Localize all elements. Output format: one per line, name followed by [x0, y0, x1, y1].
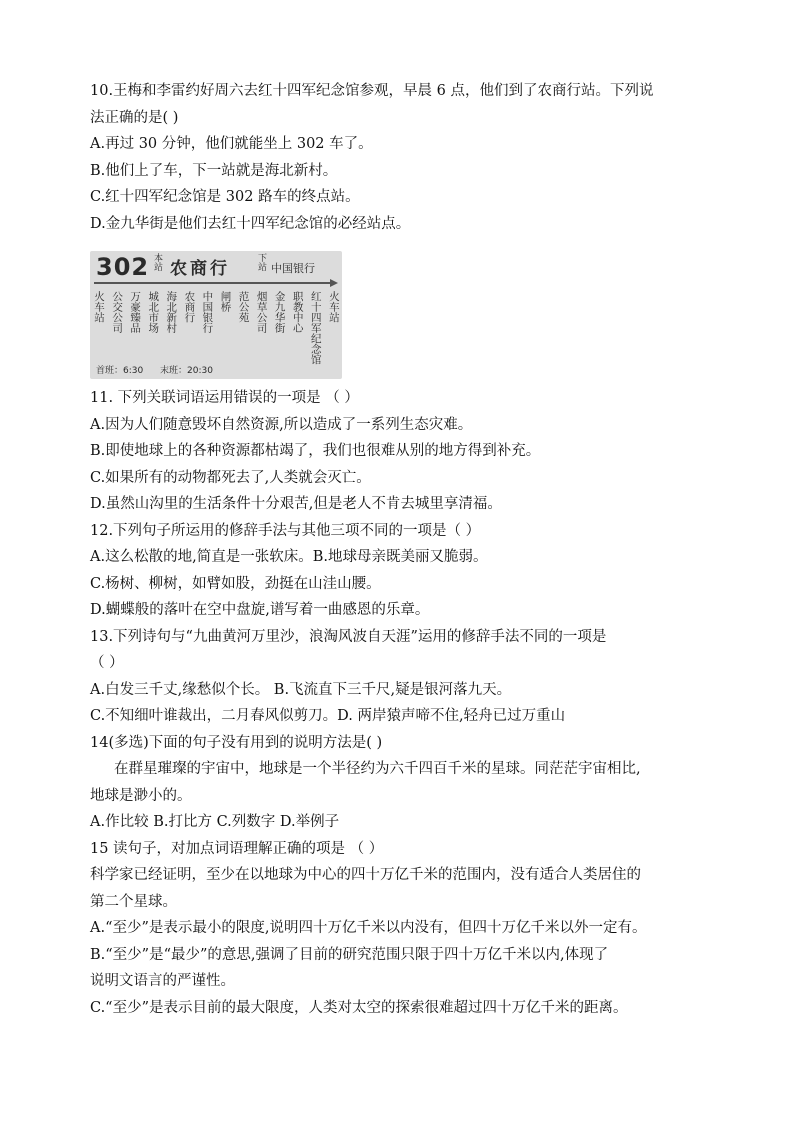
bus-stop-sign-image — [90, 251, 342, 379]
question-10 — [90, 78, 720, 237]
q11-option-a: A.因为人们随意毁坏自然资源,所以造成了一系列生态灾难。 — [90, 416, 473, 433]
bus-stop: 范公苑 — [237, 291, 250, 323]
q10-stem-line2: 法正确的是( ) — [90, 109, 179, 126]
q12-option-d: D.蝴蝶般的落叶在空中盘旋,谱写着一曲感恩的乐章。 — [90, 602, 430, 618]
q15-stem: 15 读句子，对加点词语理解正确的项是 （ ） — [90, 840, 384, 857]
q13-answer-blank: （ ） — [90, 655, 124, 671]
next-stop-label: 下站 — [258, 254, 268, 273]
bus-stop: 烟草公司 — [255, 291, 268, 333]
question-13 — [90, 624, 720, 730]
bus-stop: 闸桥 — [219, 291, 232, 312]
question-12 — [90, 518, 720, 624]
q15-option-b: B.“至少”是“最少”的意思,强调了目前的研究范围只限于四十万亿千米以内,体现了 — [90, 946, 609, 963]
q15-option-b-cont: 说明文语言的严谨性。 — [90, 973, 235, 989]
this-stop-label: 本站 — [154, 254, 164, 273]
q15-option-a: A.“至少”是表示最小的限度,说明四十万亿千米以内没有，但四十万亿千米以外一定有。 — [90, 920, 647, 936]
q12-stem: 12.下列句子所运用的修辞手法与其他三项不同的一项是（ ） — [90, 522, 481, 539]
q14-passage-line2: 地球是渺小的。 — [90, 787, 192, 804]
bus-stop: 职教中心 — [291, 291, 304, 333]
next-stop-name: 中国银行 — [271, 262, 315, 275]
q11-option-c: C.如果所有的动物都死去了,人类就会灭亡。 — [90, 469, 371, 486]
first-bus-time: 首班：6:30 — [96, 366, 144, 376]
last-bus-time: 末班：20:30 — [160, 366, 213, 376]
bus-stop: 火车站 — [93, 291, 105, 323]
q10-stem-line1: 10.王梅和李雷约好周六去红十四军纪念馆参观，早晨 6 点，他们到了农商行站。下列说 — [90, 83, 654, 99]
q13-option-ab: A.白发三千丈,缘愁似个长。 B.飞流直下三千尺,疑是银河落九天。 — [90, 681, 512, 698]
q12-option-ab: A.这么松散的地,简直是一张软床。B.地球母亲既美丽又脆弱。 — [90, 549, 488, 565]
q15-passage-line2: 第二个星球。 — [90, 893, 177, 910]
bus-stop: 万豪臻品 — [129, 291, 142, 333]
bus-stop: 公交公司 — [111, 291, 124, 333]
q11-option-d: D.虽然山沟里的生活条件十分艰苦,但是老人不肯去城里享清福。 — [90, 496, 502, 512]
q11-option-b: B.即使地球上的各种资源都枯竭了，我们也很难从别的地方得到补充。 — [90, 443, 541, 459]
current-stop-name: 农商行 — [170, 259, 230, 279]
question-11 — [90, 385, 720, 518]
question-15 — [90, 836, 720, 1022]
bus-stop: 中国银行 — [201, 291, 214, 333]
bus-stop: 海北新村 — [165, 291, 178, 333]
q15-passage-line1: 科学家已经证明，至少在以地球为中心的四十万亿千米的范围内，没有适合人类居住的 — [90, 867, 641, 883]
worksheet — [90, 78, 720, 1021]
q13-stem: 13.下列诗句与“九曲黄河万里沙，浪淘风波自天涯”运用的修辞手法不同的一项是 — [90, 628, 607, 645]
q14-passage-line1: 在群星璀璨的宇宙中，地球是一个半径约为六千四百千米的星球。同茫茫宇宙相比, — [114, 761, 641, 777]
bus-stop: 红十四军纪念馆 — [309, 291, 322, 365]
q15-option-c: C.“至少”是表示目前的最大限度，人类对太空的探索很难超过四十万亿千米的距离。 — [90, 999, 628, 1016]
q10-option-a: A.再过 30 分钟，他们就能坐上 302 车了。 — [90, 136, 373, 152]
q14-stem: 14(多选)下面的句子没有用到的说明方法是( ) — [90, 734, 383, 751]
q10-option-b: B.他们上了车，下一站就是海北新村。 — [90, 162, 338, 179]
question-14 — [90, 730, 720, 836]
q13-option-cd: C.不知细叶谁裁出，二月春风似剪刀。D. 两岸猿声啼不住,轻舟已过万重山 — [90, 708, 566, 724]
q12-option-c: C.杨树、柳树，如臂如股，劲挺在山洼山腰。 — [90, 575, 381, 592]
q14-options: A.作比较 B.打比方 C.列数字 D.举例子 — [90, 814, 340, 830]
direction-arrow-icon — [94, 279, 338, 287]
bus-stop-list — [93, 291, 339, 365]
bus-route-number: 302 — [96, 253, 150, 281]
q10-option-d: D.金九华街是他们去红十四军纪念馆的必经站点。 — [90, 215, 411, 232]
bus-stop: 城北市场 — [147, 291, 160, 333]
q11-stem: 11. 下列关联词语运用错误的一项是 （ ） — [90, 390, 359, 406]
bus-stop: 农商行 — [183, 291, 196, 323]
q10-option-c: C.红十四军纪念馆是 302 路车的终点站。 — [90, 189, 360, 205]
bus-stop: 金九华街 — [273, 291, 286, 333]
bus-stop: 火车站 — [327, 291, 340, 323]
